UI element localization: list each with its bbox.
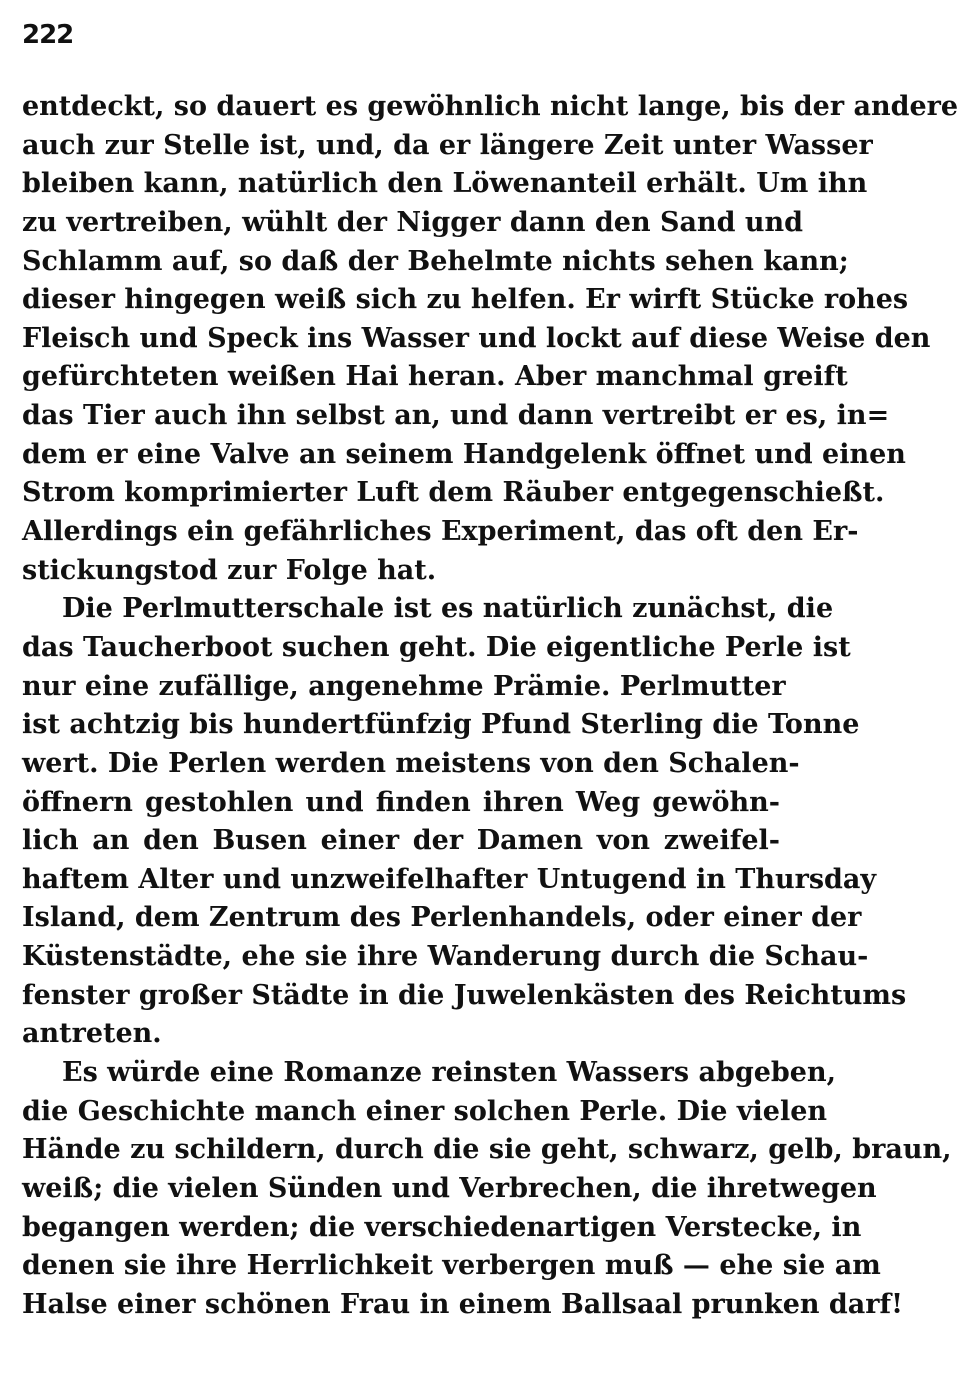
text-line: das Tier auch ihn selbst an, und dann vertreibt er es, in=	[22, 400, 890, 432]
text-line: auch zur Stelle ist, und, da er längere Zeit unter Wasser	[22, 129, 873, 161]
text-line: Allerdings ein gefährliches Experiment, das oft den Er-	[22, 516, 859, 548]
text-line: entdeckt, so dauert es gewöhnlich nicht lange, bis der andere	[22, 91, 958, 122]
text-line: das Taucherboot suchen geht. Die eigentliche Perle ist	[22, 631, 851, 663]
text-line: Hände zu schildern, durch die sie geht, schwarz, gelb, braun,	[22, 1134, 952, 1166]
text-line: antreten.	[22, 1018, 162, 1050]
text-line: wert. Die Perlen werden meistens von den Schalen-	[22, 747, 800, 779]
text-line: bleiben kann, natürlich den Löwenanteil erhält. Um ihn	[22, 168, 868, 200]
page-number: 222	[22, 20, 74, 50]
text-line: Es würde eine Romanze reinsten Wassers abgeben,	[62, 1057, 836, 1089]
text-line: dem er eine Valve an seinem Handgelenk öffnet und einen	[22, 438, 906, 470]
text-line: Küstenstädte, ehe sie ihre Wanderung durch die Schau-	[22, 941, 869, 973]
text-line: denen sie ihre Herrlichkeit verbergen muß — ehe sie am	[22, 1250, 881, 1282]
text-line: Halse einer schönen Frau in einem Ballsaal prunken darf!	[22, 1288, 903, 1320]
text-line: zu vertreiben, wühlt der Nigger dann den Sand und	[22, 206, 804, 238]
text-line: begangen werden; die verschiedenartigen Verstecke, in	[22, 1211, 862, 1243]
text-line: haftem Alter und unzweifelhafter Untugend in Thursday	[22, 863, 877, 895]
text-line: weiß; die vielen Sünden und Verbrechen, die ihretwegen	[22, 1172, 877, 1204]
text-line: gefürchteten weißen Hai heran. Aber manchmal greift	[22, 361, 848, 393]
text-line: Die Perlmutterschale ist es natürlich zunächst, die	[62, 593, 834, 625]
text-line: Fleisch und Speck ins Wasser und lockt auf diese Weise den	[22, 322, 931, 354]
body-text	[22, 88, 958, 1325]
text-line: nur eine zufällige, angenehme Prämie. Perlmutter	[22, 670, 786, 702]
text-line: ist achtzig bis hundertfünfzig Pfund Sterling die Tonne	[22, 709, 860, 741]
text-line: öffnern gestohlen und finden ihren Weg gewöhn-	[22, 786, 780, 818]
text-line: Schlamm auf, so daß der Behelmte nichts sehen kann;	[22, 245, 849, 277]
text-line: die Geschichte manch einer solchen Perle. Die vielen	[22, 1095, 828, 1127]
text-line: Strom komprimierter Luft dem Räuber entgegenschießt.	[22, 477, 885, 509]
text-line: lich an den Busen einer der Damen von zweifel-	[22, 825, 780, 857]
text-line: stickungstod zur Folge hat.	[22, 554, 437, 586]
text-line: Island, dem Zentrum des Perlenhandels, oder einer der	[22, 902, 862, 934]
text-line: dieser hingegen weiß sich zu helfen. Er wirft Stücke rohes	[22, 284, 909, 316]
text-line: fenster großer Städte in die Juwelenkästen des Reichtums	[22, 979, 907, 1011]
